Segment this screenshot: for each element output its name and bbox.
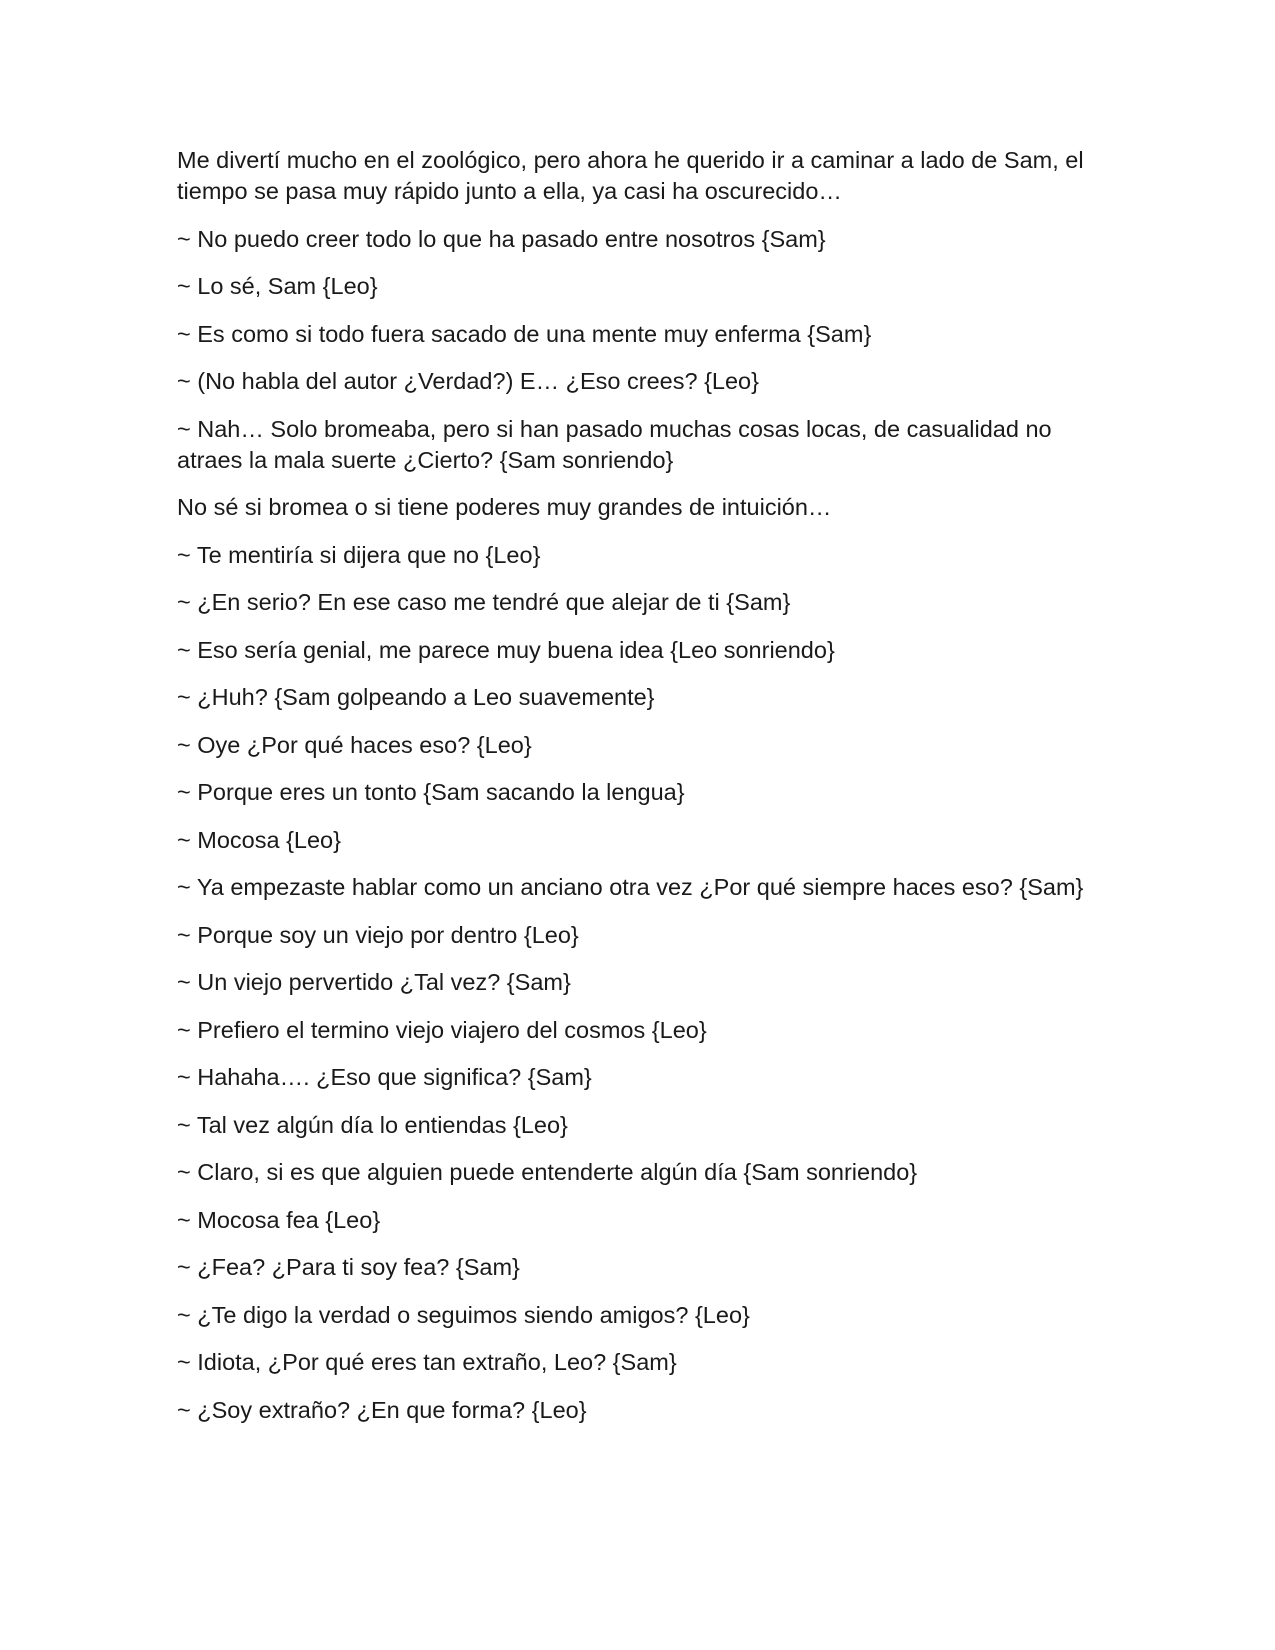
dialogue-line: ~ Tal vez algún día lo entiendas {Leo} [177, 1111, 568, 1138]
dialogue-line: ~ Es como si todo fuera sacado de una mente muy enferma {Sam} [177, 320, 872, 347]
dialogue-line: ~ ¿Soy extraño? ¿En que forma? {Leo} [177, 1396, 587, 1423]
dialogue-line: ~ Mocosa fea {Leo} [177, 1206, 381, 1233]
dialogue-line: ~ ¿Fea? ¿Para ti soy fea? {Sam} [177, 1254, 520, 1280]
dialogue-line: ~ Mocosa {Leo} [177, 826, 341, 853]
dialogue-line: ~ (No habla del autor ¿Verdad?) E… ¿Eso crees? {Leo} [177, 368, 759, 394]
dialogue-line: ~ Hahaha…. ¿Eso que significa? {Sam} [177, 1064, 592, 1090]
dialogue-line: ~ Ya empezaste hablar como un anciano otra vez ¿Por qué siempre haces eso? {Sam} [177, 874, 1084, 900]
dialogue-line: ~ Idiota, ¿Por qué eres tan extraño, Leo? {Sam} [177, 1349, 677, 1375]
dialogue-line: ~ No puedo creer todo lo que ha pasado entre nosotros {Sam} [177, 225, 826, 252]
dialogue-line: ~ Nah… Solo bromeaba, pero si han pasado muchas cosas locas, de casualidad no atraes la mala suerte ¿Cierto? {Sam sonriendo} [177, 415, 1052, 473]
dialogue-line: ~ ¿En serio? En ese caso me tendré que alejar de ti {Sam} [177, 589, 791, 615]
dialogue-line: ~ Porque soy un viejo por dentro {Leo} [177, 921, 579, 948]
document-body [177, 145, 1099, 1442]
dialogue-line: ~ Porque eres un tonto {Sam sacando la lengua} [177, 779, 685, 805]
dialogue-line: ~ Claro, si es que alguien puede entenderte algún día {Sam sonriendo} [177, 1159, 918, 1185]
dialogue-line: ~ Prefiero el termino viejo viajero del cosmos {Leo} [177, 1016, 707, 1043]
dialogue-line: ~ Un viejo pervertido ¿Tal vez? {Sam} [177, 969, 571, 995]
dialogue-line: ~ ¿Te digo la verdad o seguimos siendo amigos? {Leo} [177, 1301, 750, 1328]
dialogue-line: ~ Te mentiría si dijera que no {Leo} [177, 541, 541, 568]
narration-paragraph: No sé si bromea o si tiene poderes muy grandes de intuición… [177, 494, 832, 520]
dialogue-line: ~ Eso sería genial, me parece muy buena idea {Leo sonriendo} [177, 636, 835, 663]
narration-paragraph: Me divertí mucho en el zoológico, pero ahora he querido ir a caminar a lado de Sam, el tiempo se pasa muy rápido junto a ella, ya casi ha oscurecido… [177, 147, 1084, 204]
dialogue-line: ~ Oye ¿Por qué haces eso? {Leo} [177, 731, 532, 758]
dialogue-line: ~ Lo sé, Sam {Leo} [177, 273, 378, 299]
dialogue-line: ~ ¿Huh? {Sam golpeando a Leo suavemente} [177, 684, 655, 710]
